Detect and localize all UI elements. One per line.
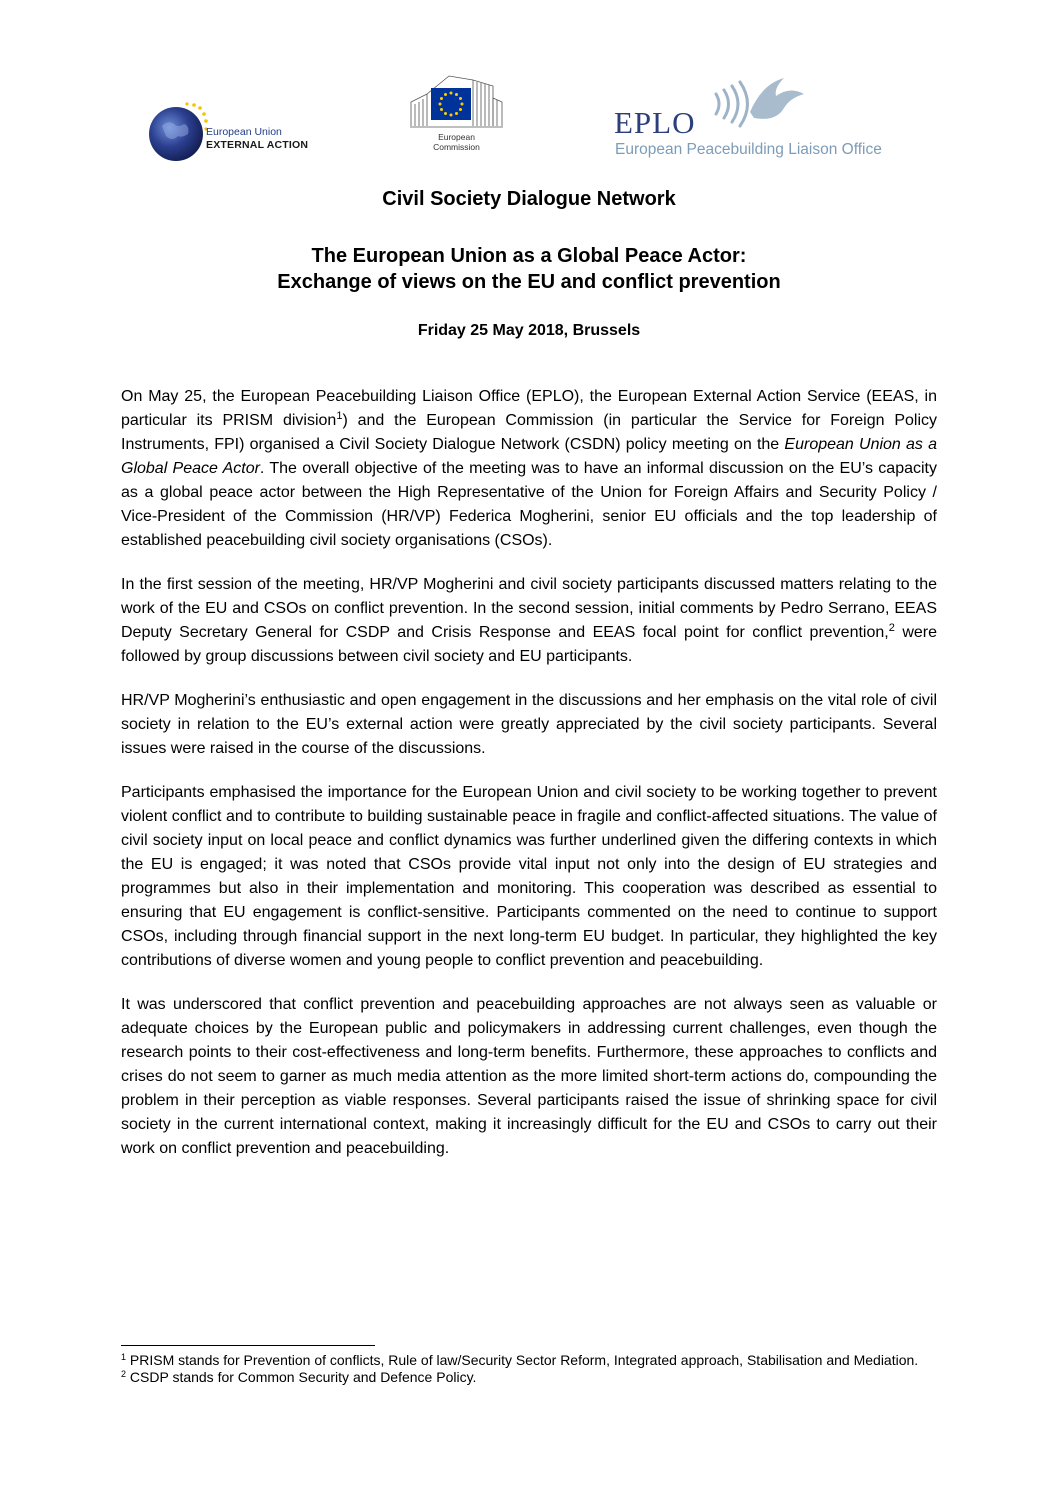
footnote-1 [121, 1352, 937, 1369]
eplo-logo-fullname: European Peacebuilding Liaison Office [615, 141, 882, 158]
eplo-logo-name: EPLO [614, 105, 696, 140]
eplo-logo [612, 74, 892, 164]
footnote-1-number: 1 [121, 1352, 127, 1362]
footnote-2-number: 2 [121, 1369, 127, 1379]
event-date: Friday 25 May 2018, Brussels [417, 322, 641, 339]
paragraph-5: It was underscored that conflict prevention and peacebuilding approaches are not always seen as valuable or adequate choices by the European public and policymakers in addressing current challenges, even though the research points to their cost-effectiveness and long-term benefits. Furthermore, these approaches to conflicts and crises do not seem to garner as much media attention as the more limited short-term actions do, compounding the problem in their perception as viable responses. Several participants raised the issue of shrinking space for civil society in the current international context, making it increasingly difficult for the EU and CSOs to carry out their work on conflict prevention and peacebuilding. [121, 996, 937, 1157]
footnote-2 [121, 1369, 937, 1386]
footnote-2-text: CSDP stands for Common Security and Defence Policy. [126, 1369, 477, 1385]
footnotes [121, 1352, 937, 1386]
paragraph-1 [121, 385, 937, 553]
paragraph-1-text-b: ) and the European Commission (in particular the Service for Foreign Policy Instruments, FPI) organised a Civil Society Dialogue Network (CSDN) policy meeting on the [121, 412, 938, 453]
european-commission-logo [409, 72, 504, 157]
document-body [121, 385, 937, 1181]
paragraph-1-text-c: . The overall objective of the meeting was to have an informal discussion on the EU’s capacity as a global peace actor between the High Representative of the Union for Foreign Affairs and Security Policy / Vice-President of the Commission (HR/VP) Federica Mogherini, senior EU officials and the top leadership of established peacebuilding civil society organisations (CSOs). [121, 460, 937, 549]
globe-icon [148, 102, 208, 162]
footnote-1-text: PRISM stands for Prevention of conflicts, Rule of law/Security Sector Reform, Integrated approach, Stabilisation and Mediation. [126, 1352, 919, 1368]
footnote-separator [121, 1345, 375, 1346]
paragraph-1-emphasis: European Union as a Global Peace Actor [121, 436, 938, 477]
footnote-ref-1: 1 [336, 410, 343, 422]
paragraph-2-text-a: In the first session of the meeting, HR/VP Mogherini and civil society participants discussed matters relating to the work of the EU and CSOs on conflict prevention. In the second session, initial comments by Pedro Serrano, EEAS Deputy Secretary General for CSDP and Crisis Response and EEAS focal point for conflict prevention, [121, 576, 937, 641]
document-title-line1: The European Union as a Global Peace Actor: [311, 245, 747, 267]
eeas-logo [148, 102, 368, 172]
network-heading: Civil Society Dialogue Network [382, 188, 676, 210]
eeas-logo-line1: European Union [206, 126, 282, 138]
paragraph-1-text-a: On May 25, the European Peacebuilding Liaison Office (EPLO), the European External Action Service (EEAS, in particular its PRISM division [121, 388, 937, 429]
paragraph-2-text-b: were followed by group discussions between civil society and EU participants. [121, 624, 938, 665]
paragraph-4: Participants emphasised the importance for the European Union and civil society to be working together to prevent violent conflict and to contribute to building sustainable peace in fragile and conflict-affected situations. The value of civil society input on local peace and conflict dynamics was further underlined given the differing contexts in which the EU is engaged; it was noted that CSOs provide vital input not only into the design of EU strategies and programmes but also in their implementation and monitoring. This cooperation was described as essential to ensuring that EU engagement is conflict-sensitive. Participants commented on the need to continue to support CSOs, including through financial support in the next long-term EU budget. In particular, they highlighted the key contributions of diverse women and young people to conflict prevention and peacebuilding. [121, 784, 937, 969]
eu-flag-icon [409, 72, 504, 130]
logo-bar [0, 72, 1058, 172]
footnote-ref-2: 2 [888, 622, 895, 634]
ec-logo-line2: Commission [433, 142, 480, 152]
ec-logo-line1: European [438, 132, 475, 142]
paragraph-3: HR/VP Mogherini’s enthusiastic and open engagement in the discussions and her emphasis on the vital role of civil society in relation to the EU’s external action were greatly appreciated by the civil society participants. Several issues were raised in the course of the discussions. [121, 692, 937, 757]
paragraph-2 [121, 573, 937, 669]
eeas-logo-line2: EXTERNAL ACTION [206, 139, 309, 151]
document-title-line2: Exchange of views on the EU and conflict prevention [277, 271, 781, 293]
